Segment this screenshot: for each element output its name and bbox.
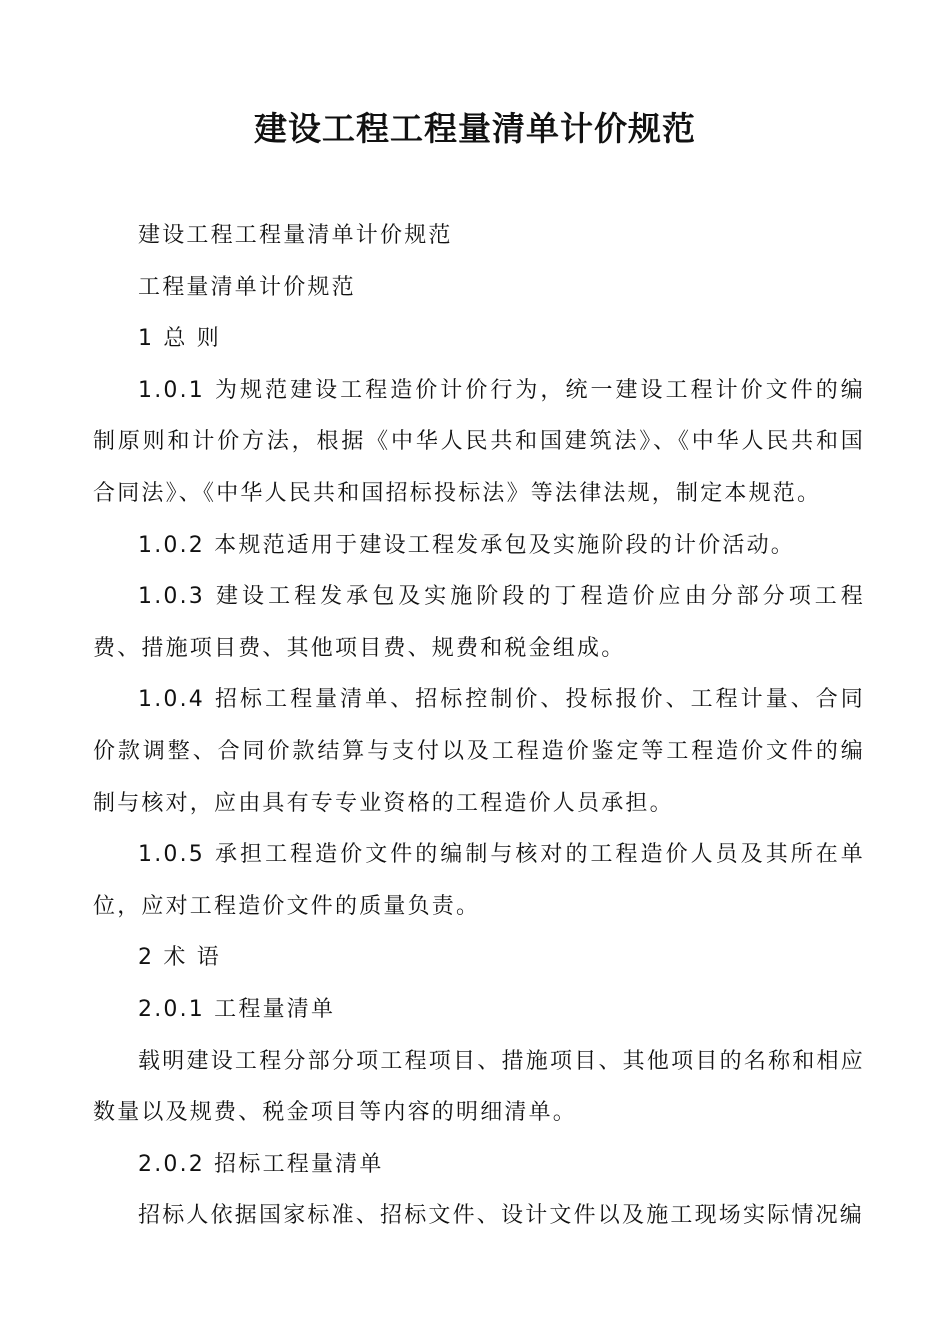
clause-1-0-4: 1.0.4 招标工程量清单、招标控制价、投标报价、工程计量、合同价款调整、合同价款结算与支付以及工程造价鉴定等工程造价文件的编制与核对，应由具有专专业资格的工程造价人员承担。: [93, 687, 865, 816]
document-title: 建设工程工程量清单计价规范: [254, 109, 696, 148]
clause-1-0-2: 1.0.2 本规范适用于建设工程发承包及实施阶段的计价活动。: [138, 532, 795, 558]
term-definition-2-0-1: 载明建设工程分部分项工程项目、措施项目、其他项目的名称和相应数量以及规费、税金项目等内容的明细清单。: [93, 1048, 865, 1126]
term-heading-2-0-1: 2.0.1 工程量清单: [138, 996, 336, 1022]
paragraph-subtitle-2: 工程量清单计价规范: [138, 274, 356, 300]
section-heading-terms: 2 术 语: [138, 945, 221, 971]
document-body: [93, 210, 865, 1242]
term-definition-2-0-2: 招标人依据国家标准、招标文件、设计文件以及施工现场实际情况编: [138, 1203, 865, 1229]
clause-1-0-1: 1.0.1 为规范建设工程造价计价行为，统一建设工程计价文件的编制原则和计价方法，根据《中华人民共和国建筑法》、《中华人民共和国合同法》、《中华人民共和国招标投标法》等法律法规，制定本规范。: [93, 377, 865, 506]
paragraph-subtitle: 建设工程工程量清单计价规范: [138, 223, 453, 248]
clause-1-0-5: 1.0.5 承担工程造价文件的编制与核对的工程造价人员及其所在单位，应对工程造价文件的质量负责。: [93, 842, 865, 919]
term-heading-2-0-2: 2.0.2 招标工程量清单: [138, 1151, 384, 1177]
clause-1-0-3: 1.0.3 建设工程发承包及实施阶段的丁程造价应由分部分项工程费、措施项目费、其他项目费、规费和税金组成。: [93, 584, 865, 661]
section-heading-general: 1 总 则: [138, 326, 221, 352]
